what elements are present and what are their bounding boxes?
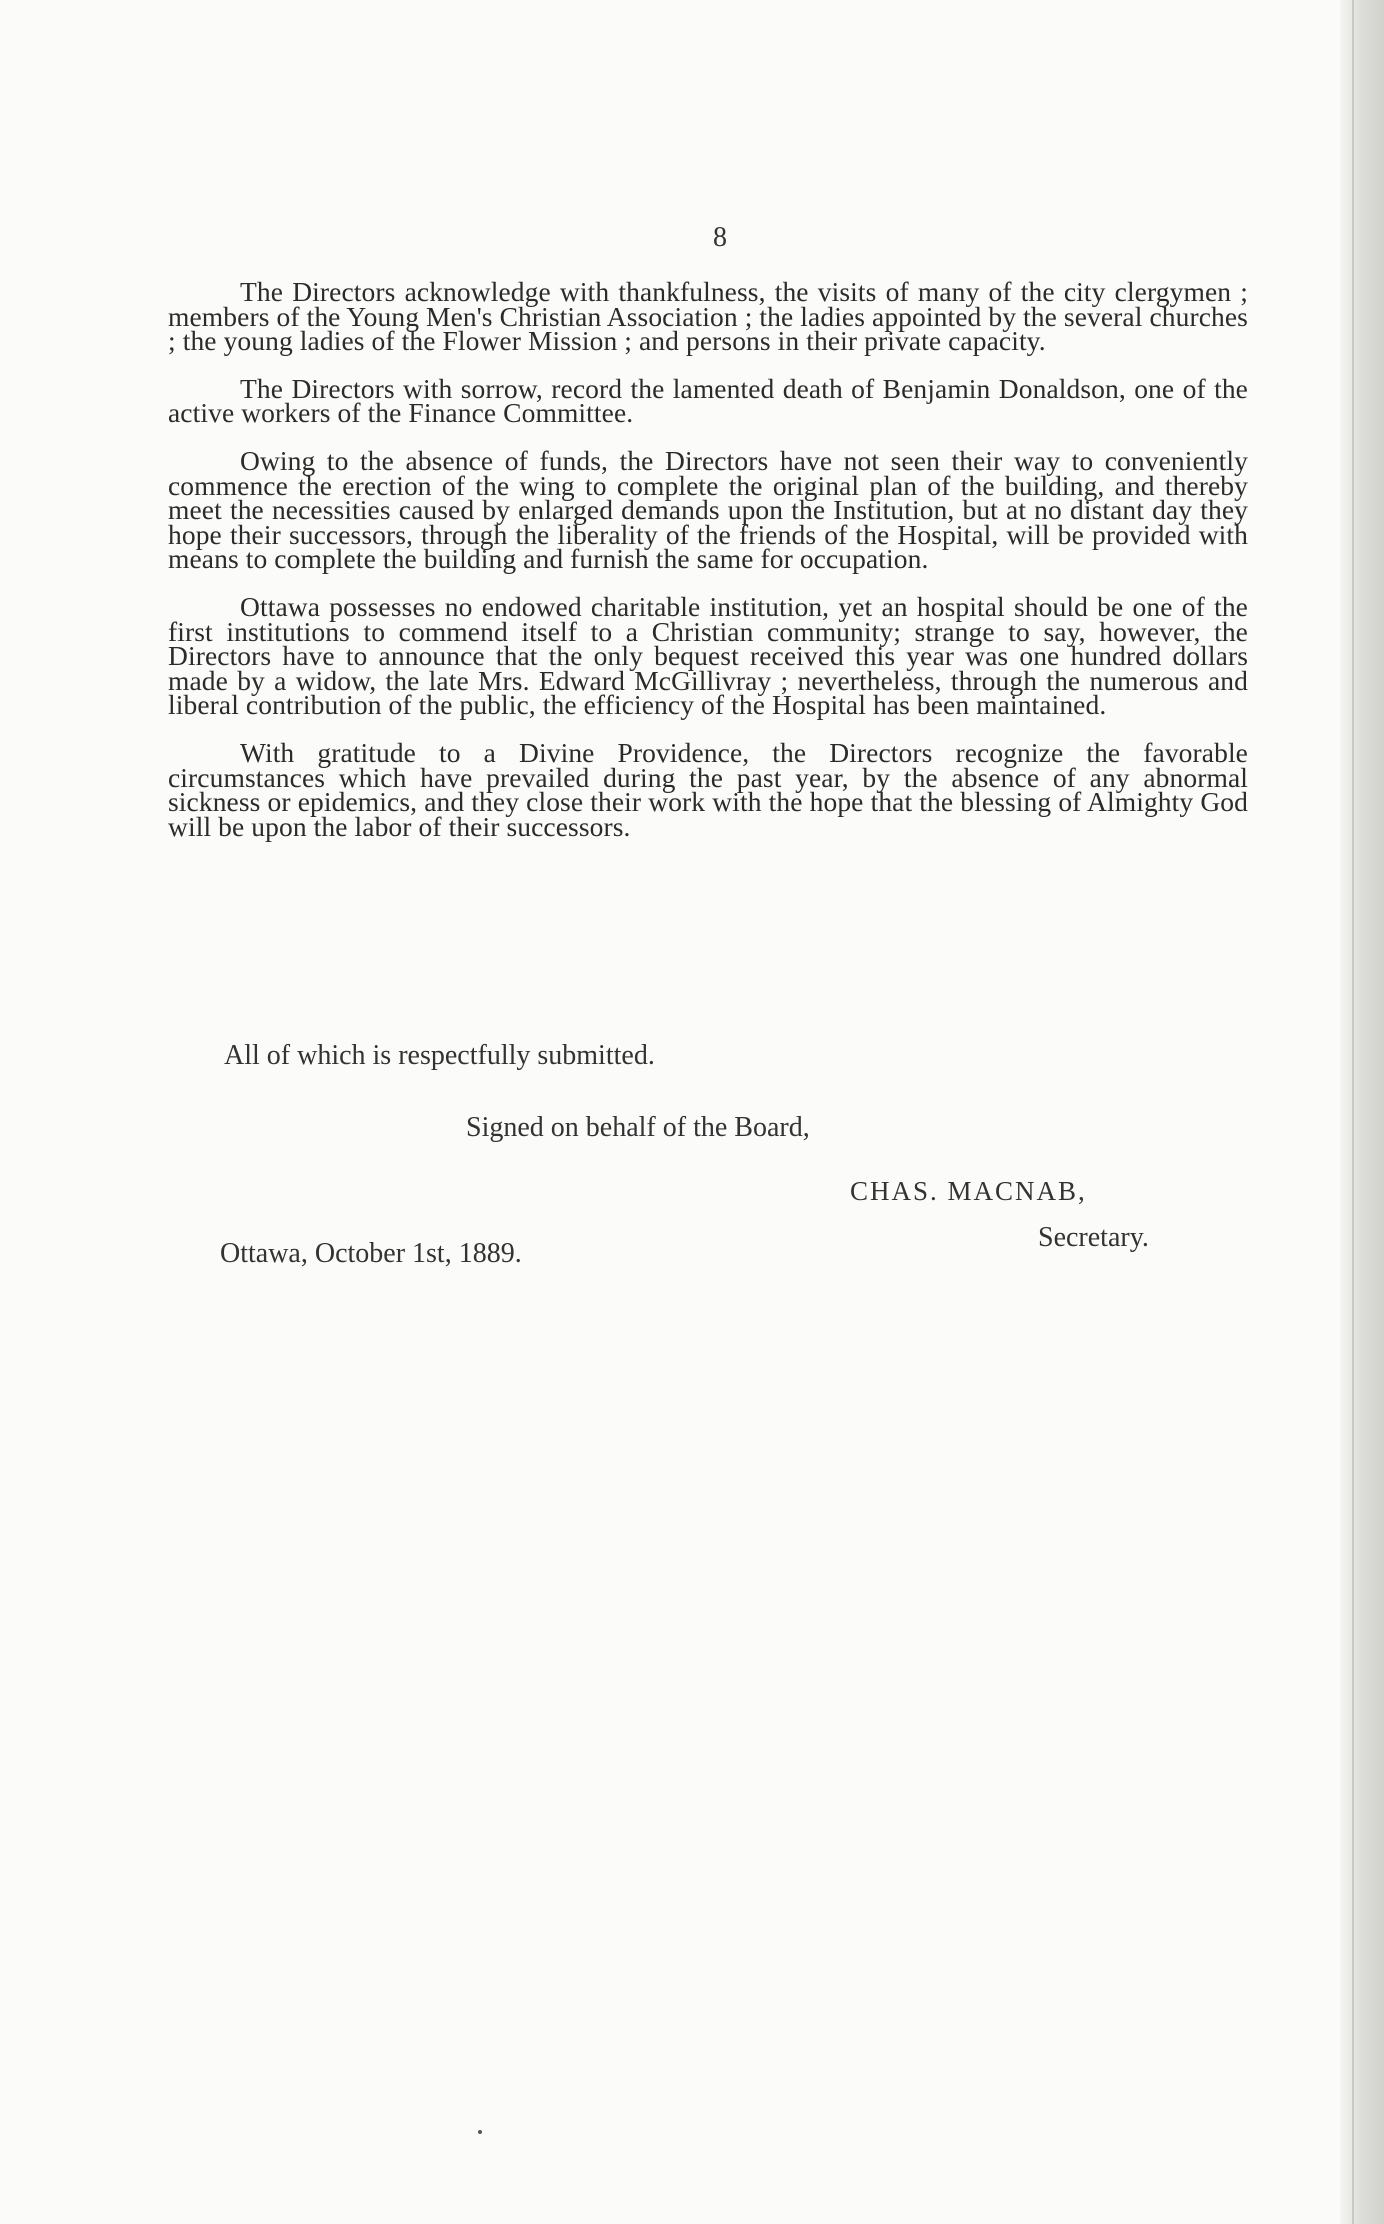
page-number: 8 bbox=[713, 222, 727, 253]
signed-line: Signed on behalf of the Board, bbox=[466, 1112, 810, 1143]
report-body bbox=[168, 276, 1248, 862]
paragraph-acknowledgements: The Directors acknowledge with thankfulness, the visits of many of the city clergymen ; members of the Young Men's Christian Association ; the ladies appointed by the several churches ; the young ladies of the Flower Mission ; and persons in their private capacity. bbox=[168, 276, 1248, 357]
paragraph-gratitude: With gratitude to a Divine Providence, the Directors recognize the favorable circumstances which have prevailed during the past year, by the absence of any abnormal sickness or epidemics, and they close their work with the hope that the blessing of Almighty God will be upon the labor of their successors. bbox=[168, 736, 1248, 842]
paper-speck bbox=[478, 2130, 482, 2134]
paragraph-death-notice: The Directors with sorrow, record the lamented death of Benjamin Donaldson, one of the active workers of the Finance Committee. bbox=[168, 372, 1248, 429]
signatory-name: CHAS. MACNAB, bbox=[850, 1176, 1087, 1206]
signatory-title: Secretary. bbox=[1038, 1222, 1149, 1253]
closing-line: All of which is respectfully submitted. bbox=[224, 1040, 655, 1071]
page-edge-line bbox=[1352, 0, 1354, 2224]
paragraph-funds: Owing to the absence of funds, the Directors have not seen their way to conveniently commence the erection of the wing to complete the original plan of the building, and thereby meet the necessities caused by enlarged demands upon the Institution, but at no distant day they hope their successors, through the liberality of the friends of the Hospital, will be provided with means to complete the building and furnish the same for occupation. bbox=[168, 444, 1248, 575]
page-edge-shadow bbox=[1340, 0, 1384, 2224]
paragraph-bequest: Ottawa possesses no endowed charitable institution, yet an hospital should be one of the first institutions to commend itself to a Christian community; strange to say, however, the Directors have to announce that the only bequest received this year was one hundred dollars made by a widow, the late Mrs. Edward McGillivray ; nevertheless, through the numerous and liberal contribution of the public, the efficiency of the Hospital has been maintained. bbox=[168, 590, 1248, 721]
date-line: Ottawa, October 1st, 1889. bbox=[220, 1238, 522, 1269]
